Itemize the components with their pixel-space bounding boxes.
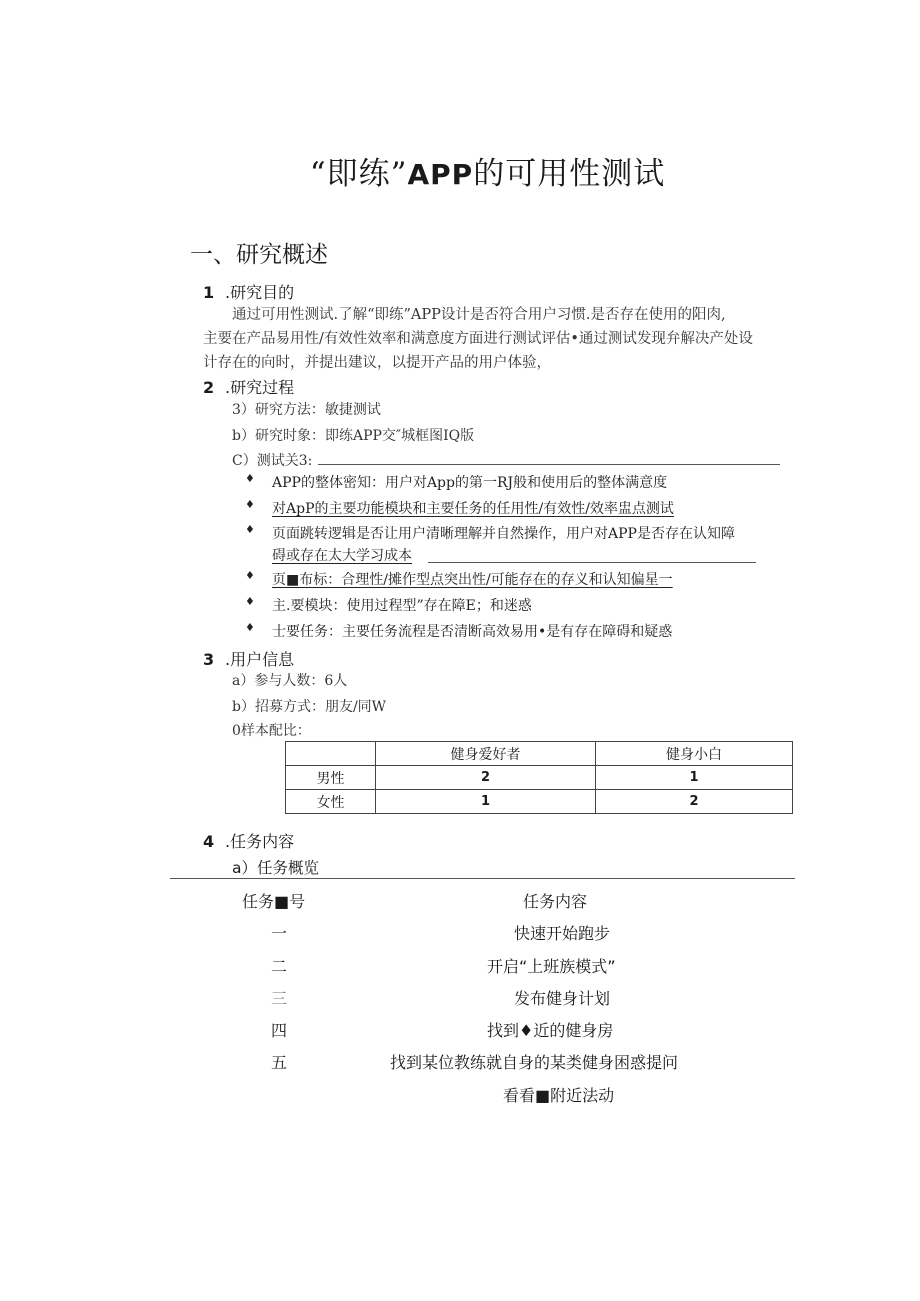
bullet-text: 主.要模块：使用过程型”存在障E；和迷惑 (272, 598, 532, 614)
document-title (0, 148, 920, 193)
purpose-title: .研究目的 (225, 283, 295, 302)
bullet-continuation: 碍或存在太大学习成本 (272, 548, 412, 564)
task-content: 找到某位教练就自身的某类健身困惑提问 (390, 1053, 679, 1072)
process-number: 2 (203, 378, 215, 397)
table-header-row (286, 742, 793, 766)
bullet-item (245, 523, 735, 543)
recruit-method: b）招募方式：朋友/同W (232, 699, 387, 715)
process-method: 3）研究方法：敏捷测试 (232, 402, 381, 418)
purpose-line-3: 计存在的向时，并提出建议，以提开产品的用户体验， (203, 355, 551, 371)
focus-underline (318, 464, 780, 465)
diamond-icon: ♦ (245, 472, 255, 485)
diamond-icon: ♦ (245, 569, 255, 582)
process-heading (203, 375, 294, 398)
process-focus: C）测试关3: (232, 453, 313, 469)
bullet-text: 对ApP的主要功能模块和主要任务的任用性/有效性/效率盅点测试 (272, 501, 674, 517)
bullet-text: 士要任务：主要任务流程是否清断高效易用•是有存在障碍和疑惑 (272, 624, 673, 640)
continuation-underline (428, 562, 756, 563)
process-title: .研究过程 (225, 378, 295, 397)
table-cell: 1 (376, 790, 596, 814)
tasks-heading (203, 829, 294, 852)
task-column-id: 任务■号 (242, 892, 306, 911)
title-rest: 的可用性测试 (473, 156, 666, 192)
task-id: 四 (271, 1021, 288, 1040)
task-id: 五 (271, 1053, 288, 1072)
task-content: 开启“上班族模式” (487, 957, 616, 976)
diamond-icon: ♦ (245, 595, 255, 608)
bullet-item (245, 498, 674, 518)
task-id: 一 (271, 924, 288, 943)
bullet-item (245, 621, 673, 641)
task-content: 快速开始跑步 (514, 924, 611, 943)
table-header-cell: 健身爱好者 (376, 742, 596, 766)
task-id: 二 (271, 957, 288, 976)
bullet-item (245, 569, 673, 589)
task-overview-label: a）任务概览 (232, 859, 319, 877)
section-heading: 一、研究概述 (190, 242, 328, 268)
table-header-cell: 健身小白 (596, 742, 793, 766)
bullet-item (245, 595, 532, 615)
row-label: 女性 (286, 790, 376, 814)
table-cell: 2 (596, 790, 793, 814)
purpose-line-1: 通过可用性测试.了解“即练”APP设计是否符合用户习惯.是否存在使用的阳肉, (232, 307, 726, 323)
row-label: 男性 (286, 766, 376, 790)
table-corner-cell (286, 742, 376, 766)
title-quote: “即练” (309, 156, 408, 192)
bullet-item (245, 472, 668, 492)
process-subject: b）研究时象：即练APP交″城框图IQ版 (232, 428, 475, 444)
bullet-text: APP的整体密知：用户对App的第一RJ般和使用后的整体满意度 (272, 475, 668, 491)
table-row (286, 790, 793, 814)
sample-table (285, 741, 793, 814)
userinfo-heading (203, 647, 294, 670)
userinfo-number: 3 (203, 650, 215, 669)
table-cell: 2 (376, 766, 596, 790)
sample-ratio-label: 0样本配比： (232, 723, 311, 739)
task-content: 找到♦近的健身房 (487, 1021, 614, 1040)
userinfo-title: .用户信息 (225, 650, 295, 669)
tasks-title: .任务内容 (225, 832, 295, 851)
purpose-heading (203, 280, 294, 303)
purpose-number: 1 (203, 283, 215, 302)
diamond-icon: ♦ (245, 498, 255, 511)
participant-count: a）参与人数：6人 (232, 673, 348, 689)
bullet-text: 页面跳转逻辑是否让用户清晰理解并自然操作，用户对APP是否存在认知障 (272, 526, 735, 542)
task-column-content: 任务内容 (523, 892, 588, 911)
diamond-icon: ♦ (245, 621, 255, 634)
purpose-line-2: 主要在产品易用性/有效性效率和满意度方面进行测试评估•通过测试发现弁解决产处设 (203, 331, 753, 347)
title-app: APP (407, 158, 474, 191)
task-content: 发布健身计划 (514, 989, 611, 1008)
task-table (170, 878, 795, 879)
tasks-number: 4 (203, 832, 215, 851)
diamond-icon: ♦ (245, 523, 255, 536)
table-row (286, 766, 793, 790)
task-id: 三 (271, 989, 288, 1008)
task-content: 看看■附近法动 (503, 1086, 615, 1105)
table-cell: 1 (596, 766, 793, 790)
bullet-text: 页■布标：合理性/摊作型点突出性/可能存在的存义和认知偏星一 (272, 572, 673, 588)
